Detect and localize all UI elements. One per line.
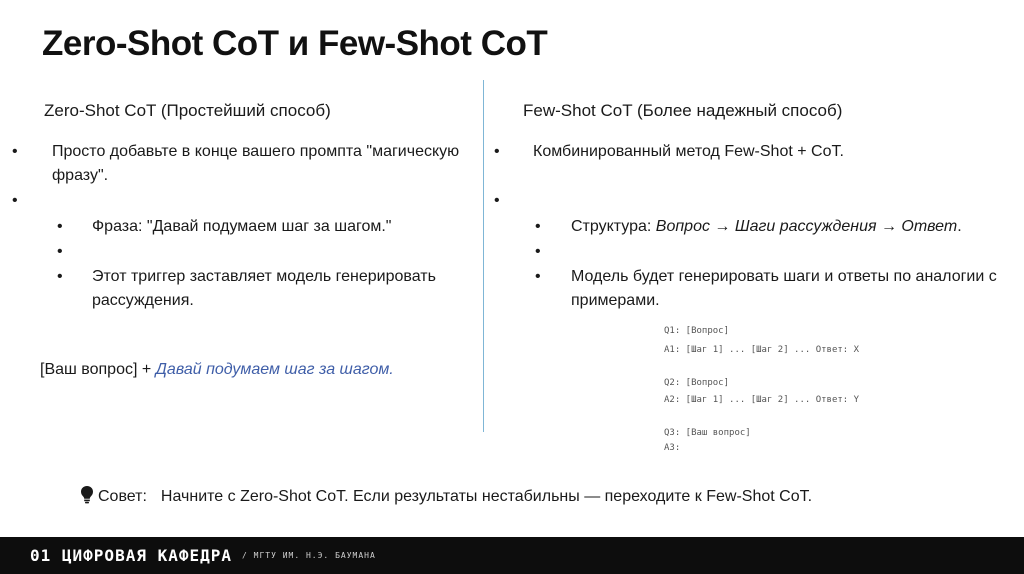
tip-text: Начните с Zero-Shot CoT. Если результаты нестабильны — переходите к Few-Shot CoT. [160, 488, 813, 505]
left-bullet-1-line-2: фразу". [52, 167, 109, 184]
bullet-dot: • [12, 192, 18, 209]
left-sub-bullet-3-line-1: Этот триггер заставляет модель генерировать [92, 268, 436, 285]
left-bullet-1-line-1: Просто добавьте в конце вашего промпта "магическую [52, 143, 460, 160]
example-line: Q1: [Вопрос] [664, 326, 730, 336]
tip-row [80, 485, 812, 509]
column-divider [483, 80, 484, 432]
right-bullet-1: Комбинированный метод Few-Shot + CoT. [533, 143, 844, 160]
bullet-dot: • [494, 192, 500, 209]
right-column-heading: Few-Shot CoT (Более надежный способ) [523, 101, 843, 120]
example-line: A3: [664, 443, 681, 453]
sub-bullet-dot: • [535, 218, 541, 235]
magic-phrase: Давай подумаем шаг за шагом. [152, 218, 386, 235]
right-sub-bullet-3-line-1: Модель будет генерировать шаги и ответы по аналогии с [571, 268, 997, 285]
lightbulb-icon [80, 486, 94, 504]
structure-flow: Вопрос → Шаги рассуждения → Ответ [655, 218, 958, 235]
sub-bullet-dot: • [535, 268, 541, 285]
example-line: Q2: [Вопрос] [664, 378, 730, 388]
phrase-prefix: Фраза: " [92, 218, 153, 235]
bullet-dot: • [12, 143, 18, 160]
example-line: Q3: [Ваш вопрос] [664, 428, 751, 438]
example-line: A1: [Шаг 1] ... [Шаг 2] ... Ответ: X [664, 345, 860, 355]
footer-brand: 01 ЦИФРОВАЯ КАФЕДРА [30, 546, 233, 565]
footer-subtitle: / МГТУ ИМ. Н.Э. БАУМАНА [242, 551, 376, 560]
sub-bullet-dot: • [57, 268, 63, 285]
sub-bullet-dot: • [535, 243, 541, 260]
example-phrase: Давай подумаем шаг за шагом. [155, 361, 394, 378]
right-sub-bullet-structure [571, 215, 962, 239]
right-sub-bullet-3-line-2: примерами. [571, 292, 660, 309]
example-line: A2: [Шаг 1] ... [Шаг 2] ... Ответ: Y [664, 395, 860, 405]
phrase-suffix: " [385, 218, 392, 235]
structure-prefix: Структура: [571, 218, 656, 235]
example-prefix: [Ваш вопрос] + [40, 361, 156, 378]
bullet-dot: • [494, 143, 500, 160]
left-column-heading: Zero-Shot CoT (Простейший способ) [44, 101, 331, 120]
slide-title: Zero-Shot CoT и Few-Shot CoT [42, 24, 548, 63]
sub-bullet-dot: • [57, 218, 63, 235]
left-sub-bullet-phrase [92, 215, 391, 239]
sub-bullet-dot: • [57, 243, 63, 260]
tip-label: Совет: [98, 488, 147, 505]
structure-suffix: . [957, 218, 962, 235]
zero-shot-example [40, 358, 394, 382]
footer-bar [0, 537, 1024, 574]
left-sub-bullet-3-line-2: рассуждения. [92, 292, 194, 309]
